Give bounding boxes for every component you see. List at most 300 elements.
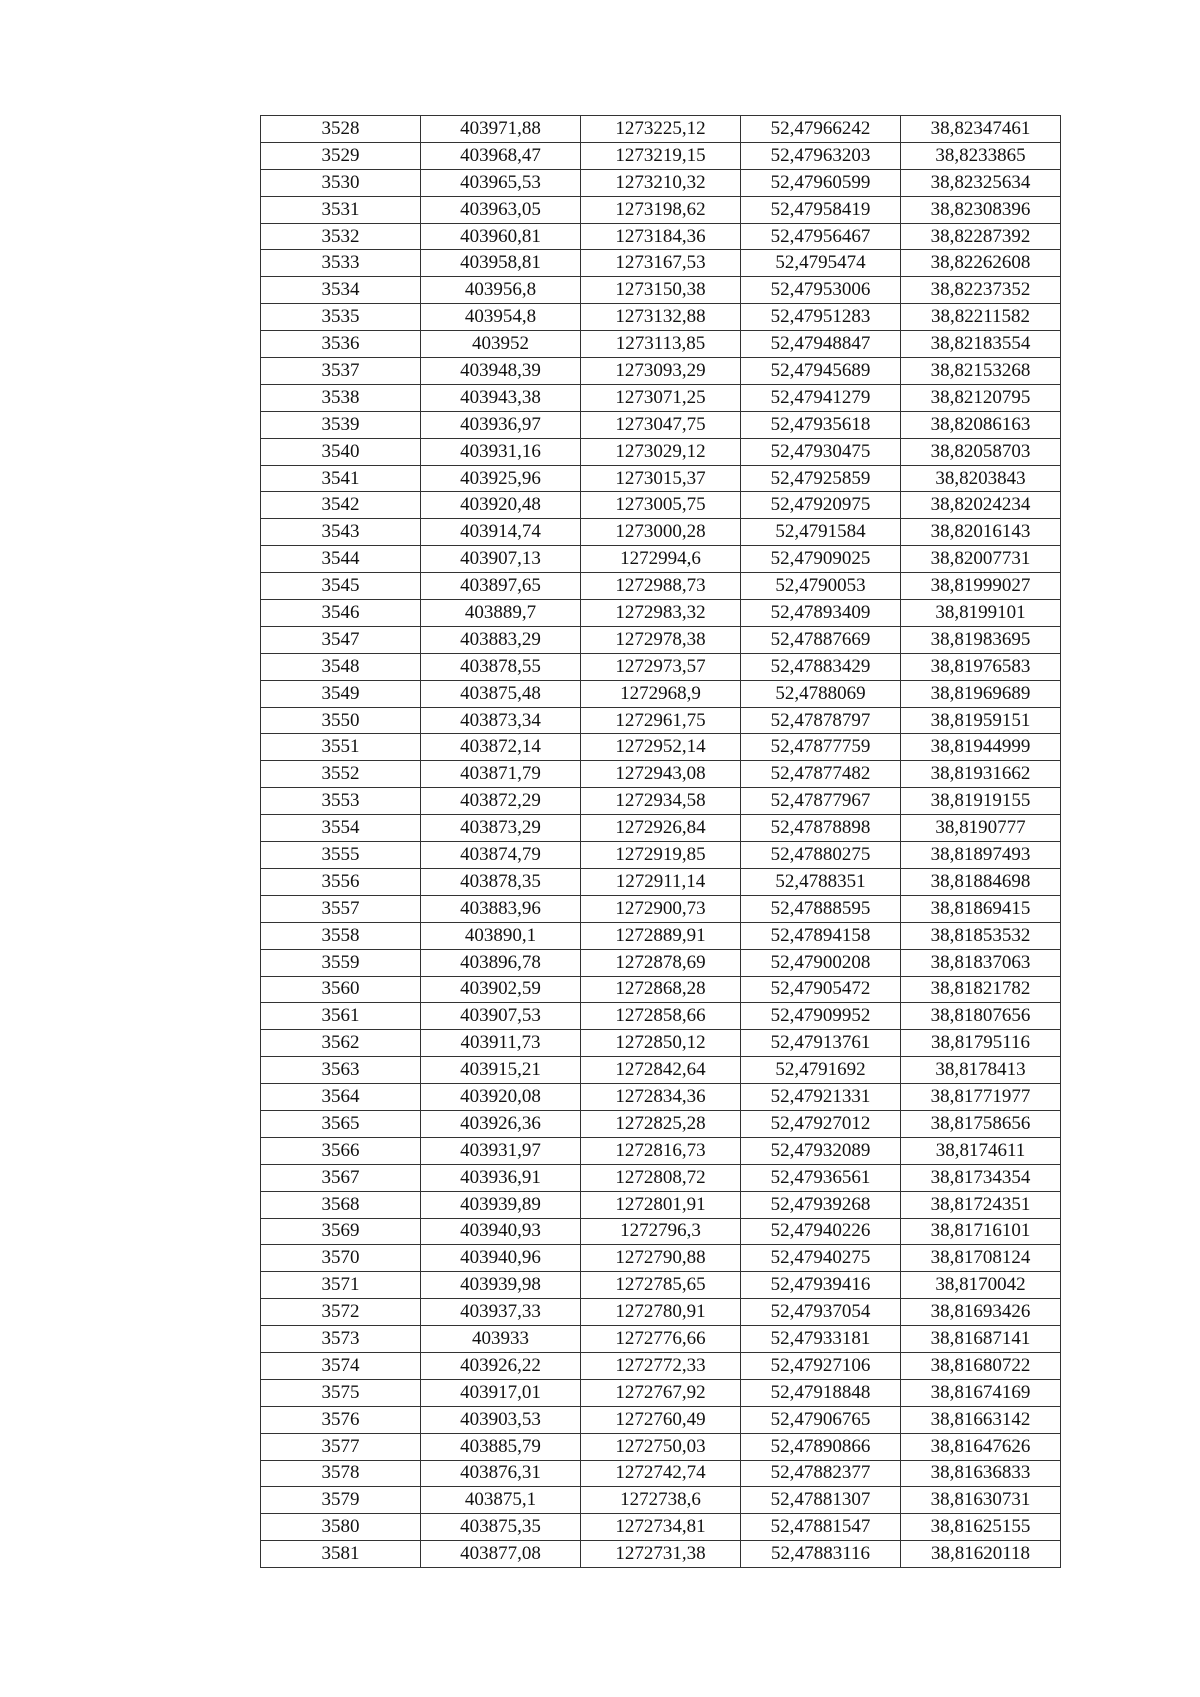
table-row (261, 223, 1061, 250)
point-number-cell: 3556 (261, 868, 421, 895)
x-coordinate-cell: 403925,96 (421, 465, 581, 492)
x-coordinate-cell: 403943,38 (421, 384, 581, 411)
coordinates-table-body (261, 116, 1061, 1568)
x-coordinate-cell: 403960,81 (421, 223, 581, 250)
y-coordinate-cell: 1272900,73 (581, 895, 741, 922)
latitude-cell: 52,47905472 (741, 976, 901, 1003)
y-coordinate-cell: 1272767,92 (581, 1379, 741, 1406)
x-coordinate-cell: 403926,22 (421, 1352, 581, 1379)
longitude-cell: 38,81625155 (901, 1514, 1061, 1541)
y-coordinate-cell: 1273225,12 (581, 116, 741, 143)
table-row (261, 626, 1061, 653)
y-coordinate-cell: 1272961,75 (581, 707, 741, 734)
x-coordinate-cell: 403958,81 (421, 250, 581, 277)
point-number-cell: 3573 (261, 1326, 421, 1353)
latitude-cell: 52,47877967 (741, 788, 901, 815)
y-coordinate-cell: 1272978,38 (581, 626, 741, 653)
table-row (261, 1514, 1061, 1541)
x-coordinate-cell: 403878,55 (421, 653, 581, 680)
y-coordinate-cell: 1272780,91 (581, 1299, 741, 1326)
coordinates-table (260, 115, 1061, 1568)
table-row (261, 1110, 1061, 1137)
point-number-cell: 3536 (261, 331, 421, 358)
table-row (261, 842, 1061, 869)
latitude-cell: 52,47880275 (741, 842, 901, 869)
point-number-cell: 3552 (261, 761, 421, 788)
y-coordinate-cell: 1272919,85 (581, 842, 741, 869)
point-number-cell: 3549 (261, 680, 421, 707)
longitude-cell: 38,81853532 (901, 922, 1061, 949)
table-row (261, 1299, 1061, 1326)
longitude-cell: 38,82086163 (901, 411, 1061, 438)
point-number-cell: 3555 (261, 842, 421, 869)
point-number-cell: 3567 (261, 1164, 421, 1191)
point-number-cell: 3563 (261, 1057, 421, 1084)
x-coordinate-cell: 403937,33 (421, 1299, 581, 1326)
longitude-cell: 38,81983695 (901, 626, 1061, 653)
x-coordinate-cell: 403968,47 (421, 142, 581, 169)
longitude-cell: 38,8203843 (901, 465, 1061, 492)
point-number-cell: 3531 (261, 196, 421, 223)
longitude-cell: 38,82325634 (901, 169, 1061, 196)
latitude-cell: 52,47881307 (741, 1487, 901, 1514)
y-coordinate-cell: 1272878,69 (581, 949, 741, 976)
x-coordinate-cell: 403920,08 (421, 1084, 581, 1111)
table-row (261, 653, 1061, 680)
y-coordinate-cell: 1272734,81 (581, 1514, 741, 1541)
longitude-cell: 38,81693426 (901, 1299, 1061, 1326)
table-row (261, 411, 1061, 438)
latitude-cell: 52,47883429 (741, 653, 901, 680)
latitude-cell: 52,4788069 (741, 680, 901, 707)
point-number-cell: 3571 (261, 1272, 421, 1299)
point-number-cell: 3547 (261, 626, 421, 653)
x-coordinate-cell: 403915,21 (421, 1057, 581, 1084)
latitude-cell: 52,4795474 (741, 250, 901, 277)
x-coordinate-cell: 403875,35 (421, 1514, 581, 1541)
x-coordinate-cell: 403885,79 (421, 1433, 581, 1460)
table-row (261, 492, 1061, 519)
x-coordinate-cell: 403907,53 (421, 1003, 581, 1030)
point-number-cell: 3581 (261, 1541, 421, 1568)
longitude-cell: 38,82237352 (901, 277, 1061, 304)
x-coordinate-cell: 403877,08 (421, 1541, 581, 1568)
y-coordinate-cell: 1272796,3 (581, 1218, 741, 1245)
y-coordinate-cell: 1273132,88 (581, 304, 741, 331)
table-row (261, 1379, 1061, 1406)
latitude-cell: 52,47900208 (741, 949, 901, 976)
latitude-cell: 52,4791584 (741, 519, 901, 546)
y-coordinate-cell: 1273184,36 (581, 223, 741, 250)
table-row (261, 116, 1061, 143)
longitude-cell: 38,81869415 (901, 895, 1061, 922)
y-coordinate-cell: 1272943,08 (581, 761, 741, 788)
point-number-cell: 3529 (261, 142, 421, 169)
latitude-cell: 52,47878898 (741, 815, 901, 842)
x-coordinate-cell: 403940,93 (421, 1218, 581, 1245)
longitude-cell: 38,82211582 (901, 304, 1061, 331)
y-coordinate-cell: 1272889,91 (581, 922, 741, 949)
y-coordinate-cell: 1272868,28 (581, 976, 741, 1003)
latitude-cell: 52,47877482 (741, 761, 901, 788)
y-coordinate-cell: 1272850,12 (581, 1030, 741, 1057)
point-number-cell: 3570 (261, 1245, 421, 1272)
longitude-cell: 38,81919155 (901, 788, 1061, 815)
latitude-cell: 52,47877759 (741, 734, 901, 761)
table-row (261, 1541, 1061, 1568)
latitude-cell: 52,47939268 (741, 1191, 901, 1218)
latitude-cell: 52,47893409 (741, 600, 901, 627)
point-number-cell: 3578 (261, 1460, 421, 1487)
table-row (261, 1326, 1061, 1353)
latitude-cell: 52,4790053 (741, 573, 901, 600)
latitude-cell: 52,47939416 (741, 1272, 901, 1299)
y-coordinate-cell: 1272742,74 (581, 1460, 741, 1487)
latitude-cell: 52,47925859 (741, 465, 901, 492)
y-coordinate-cell: 1273047,75 (581, 411, 741, 438)
longitude-cell: 38,81944999 (901, 734, 1061, 761)
longitude-cell: 38,81758656 (901, 1110, 1061, 1137)
longitude-cell: 38,81734354 (901, 1164, 1061, 1191)
longitude-cell: 38,81716101 (901, 1218, 1061, 1245)
table-row (261, 788, 1061, 815)
longitude-cell: 38,82183554 (901, 331, 1061, 358)
y-coordinate-cell: 1273029,12 (581, 438, 741, 465)
point-number-cell: 3546 (261, 600, 421, 627)
latitude-cell: 52,4791692 (741, 1057, 901, 1084)
table-row (261, 1164, 1061, 1191)
table-row (261, 734, 1061, 761)
table-row (261, 1137, 1061, 1164)
point-number-cell: 3566 (261, 1137, 421, 1164)
table-row (261, 142, 1061, 169)
latitude-cell: 52,47937054 (741, 1299, 901, 1326)
latitude-cell: 52,47906765 (741, 1406, 901, 1433)
point-number-cell: 3545 (261, 573, 421, 600)
x-coordinate-cell: 403896,78 (421, 949, 581, 976)
y-coordinate-cell: 1272801,91 (581, 1191, 741, 1218)
y-coordinate-cell: 1272858,66 (581, 1003, 741, 1030)
table-row (261, 1406, 1061, 1433)
x-coordinate-cell: 403875,1 (421, 1487, 581, 1514)
table-row (261, 949, 1061, 976)
y-coordinate-cell: 1272825,28 (581, 1110, 741, 1137)
y-coordinate-cell: 1272790,88 (581, 1245, 741, 1272)
point-number-cell: 3577 (261, 1433, 421, 1460)
x-coordinate-cell: 403936,91 (421, 1164, 581, 1191)
point-number-cell: 3558 (261, 922, 421, 949)
table-row (261, 1191, 1061, 1218)
table-row (261, 761, 1061, 788)
y-coordinate-cell: 1273093,29 (581, 358, 741, 385)
longitude-cell: 38,81687141 (901, 1326, 1061, 1353)
longitude-cell: 38,82120795 (901, 384, 1061, 411)
x-coordinate-cell: 403883,96 (421, 895, 581, 922)
latitude-cell: 52,47945689 (741, 358, 901, 385)
point-number-cell: 3533 (261, 250, 421, 277)
longitude-cell: 38,82016143 (901, 519, 1061, 546)
table-row (261, 1433, 1061, 1460)
latitude-cell: 52,47953006 (741, 277, 901, 304)
table-row (261, 1352, 1061, 1379)
table-row (261, 1003, 1061, 1030)
longitude-cell: 38,82308396 (901, 196, 1061, 223)
y-coordinate-cell: 1273150,38 (581, 277, 741, 304)
x-coordinate-cell: 403933 (421, 1326, 581, 1353)
y-coordinate-cell: 1272911,14 (581, 868, 741, 895)
longitude-cell: 38,82153268 (901, 358, 1061, 385)
latitude-cell: 52,47878797 (741, 707, 901, 734)
point-number-cell: 3559 (261, 949, 421, 976)
latitude-cell: 52,47930475 (741, 438, 901, 465)
point-number-cell: 3553 (261, 788, 421, 815)
table-row (261, 465, 1061, 492)
table-row (261, 1460, 1061, 1487)
x-coordinate-cell: 403917,01 (421, 1379, 581, 1406)
table-row (261, 1218, 1061, 1245)
table-row (261, 358, 1061, 385)
table-row (261, 169, 1061, 196)
x-coordinate-cell: 403874,79 (421, 842, 581, 869)
y-coordinate-cell: 1272808,72 (581, 1164, 741, 1191)
point-number-cell: 3530 (261, 169, 421, 196)
longitude-cell: 38,81674169 (901, 1379, 1061, 1406)
table-row (261, 331, 1061, 358)
x-coordinate-cell: 403902,59 (421, 976, 581, 1003)
point-number-cell: 3554 (261, 815, 421, 842)
longitude-cell: 38,82007731 (901, 546, 1061, 573)
point-number-cell: 3538 (261, 384, 421, 411)
longitude-cell: 38,82058703 (901, 438, 1061, 465)
y-coordinate-cell: 1272934,58 (581, 788, 741, 815)
x-coordinate-cell: 403911,73 (421, 1030, 581, 1057)
table-row (261, 250, 1061, 277)
latitude-cell: 52,47940226 (741, 1218, 901, 1245)
point-number-cell: 3550 (261, 707, 421, 734)
point-number-cell: 3539 (261, 411, 421, 438)
longitude-cell: 38,81636833 (901, 1460, 1061, 1487)
latitude-cell: 52,47927106 (741, 1352, 901, 1379)
x-coordinate-cell: 403876,31 (421, 1460, 581, 1487)
longitude-cell: 38,81807656 (901, 1003, 1061, 1030)
y-coordinate-cell: 1273005,75 (581, 492, 741, 519)
y-coordinate-cell: 1272834,36 (581, 1084, 741, 1111)
table-row (261, 895, 1061, 922)
table-row (261, 707, 1061, 734)
longitude-cell: 38,8190777 (901, 815, 1061, 842)
latitude-cell: 52,47918848 (741, 1379, 901, 1406)
x-coordinate-cell: 403954,8 (421, 304, 581, 331)
longitude-cell: 38,81821782 (901, 976, 1061, 1003)
latitude-cell: 52,47963203 (741, 142, 901, 169)
latitude-cell: 52,47888595 (741, 895, 901, 922)
x-coordinate-cell: 403936,97 (421, 411, 581, 438)
longitude-cell: 38,82262608 (901, 250, 1061, 277)
point-number-cell: 3560 (261, 976, 421, 1003)
point-number-cell: 3557 (261, 895, 421, 922)
table-row (261, 868, 1061, 895)
table-row (261, 1487, 1061, 1514)
x-coordinate-cell: 403931,97 (421, 1137, 581, 1164)
x-coordinate-cell: 403872,29 (421, 788, 581, 815)
longitude-cell: 38,81680722 (901, 1352, 1061, 1379)
y-coordinate-cell: 1272994,6 (581, 546, 741, 573)
y-coordinate-cell: 1272760,49 (581, 1406, 741, 1433)
longitude-cell: 38,81708124 (901, 1245, 1061, 1272)
point-number-cell: 3543 (261, 519, 421, 546)
y-coordinate-cell: 1272968,9 (581, 680, 741, 707)
latitude-cell: 52,47935618 (741, 411, 901, 438)
table-row (261, 976, 1061, 1003)
latitude-cell: 52,47913761 (741, 1030, 901, 1057)
longitude-cell: 38,81999027 (901, 573, 1061, 600)
x-coordinate-cell: 403871,79 (421, 761, 581, 788)
x-coordinate-cell: 403890,1 (421, 922, 581, 949)
point-number-cell: 3562 (261, 1030, 421, 1057)
point-number-cell: 3551 (261, 734, 421, 761)
y-coordinate-cell: 1272983,32 (581, 600, 741, 627)
point-number-cell: 3540 (261, 438, 421, 465)
point-number-cell: 3565 (261, 1110, 421, 1137)
longitude-cell: 38,81647626 (901, 1433, 1061, 1460)
latitude-cell: 52,47921331 (741, 1084, 901, 1111)
x-coordinate-cell: 403926,36 (421, 1110, 581, 1137)
y-coordinate-cell: 1272772,33 (581, 1352, 741, 1379)
point-number-cell: 3579 (261, 1487, 421, 1514)
latitude-cell: 52,47887669 (741, 626, 901, 653)
point-number-cell: 3580 (261, 1514, 421, 1541)
point-number-cell: 3541 (261, 465, 421, 492)
x-coordinate-cell: 403963,05 (421, 196, 581, 223)
y-coordinate-cell: 1272776,66 (581, 1326, 741, 1353)
latitude-cell: 52,47920975 (741, 492, 901, 519)
table-row (261, 519, 1061, 546)
table-row (261, 922, 1061, 949)
latitude-cell: 52,47958419 (741, 196, 901, 223)
point-number-cell: 3534 (261, 277, 421, 304)
x-coordinate-cell: 403920,48 (421, 492, 581, 519)
latitude-cell: 52,47909025 (741, 546, 901, 573)
y-coordinate-cell: 1272731,38 (581, 1541, 741, 1568)
latitude-cell: 52,47881547 (741, 1514, 901, 1541)
latitude-cell: 52,47936561 (741, 1164, 901, 1191)
longitude-cell: 38,81795116 (901, 1030, 1061, 1057)
y-coordinate-cell: 1273000,28 (581, 519, 741, 546)
x-coordinate-cell: 403952 (421, 331, 581, 358)
table-row (261, 680, 1061, 707)
x-coordinate-cell: 403897,65 (421, 573, 581, 600)
point-number-cell: 3568 (261, 1191, 421, 1218)
x-coordinate-cell: 403971,88 (421, 116, 581, 143)
longitude-cell: 38,82024234 (901, 492, 1061, 519)
y-coordinate-cell: 1272952,14 (581, 734, 741, 761)
x-coordinate-cell: 403940,96 (421, 1245, 581, 1272)
table-row (261, 573, 1061, 600)
latitude-cell: 52,47951283 (741, 304, 901, 331)
y-coordinate-cell: 1273198,62 (581, 196, 741, 223)
point-number-cell: 3574 (261, 1352, 421, 1379)
point-number-cell: 3528 (261, 116, 421, 143)
y-coordinate-cell: 1273210,32 (581, 169, 741, 196)
latitude-cell: 52,47890866 (741, 1433, 901, 1460)
table-row (261, 815, 1061, 842)
point-number-cell: 3572 (261, 1299, 421, 1326)
point-number-cell: 3564 (261, 1084, 421, 1111)
longitude-cell: 38,81620118 (901, 1541, 1061, 1568)
latitude-cell: 52,47883116 (741, 1541, 901, 1568)
longitude-cell: 38,8199101 (901, 600, 1061, 627)
x-coordinate-cell: 403889,7 (421, 600, 581, 627)
longitude-cell: 38,81897493 (901, 842, 1061, 869)
y-coordinate-cell: 1272926,84 (581, 815, 741, 842)
x-coordinate-cell: 403883,29 (421, 626, 581, 653)
longitude-cell: 38,82287392 (901, 223, 1061, 250)
table-row (261, 1084, 1061, 1111)
y-coordinate-cell: 1273219,15 (581, 142, 741, 169)
y-coordinate-cell: 1272988,73 (581, 573, 741, 600)
longitude-cell: 38,81771977 (901, 1084, 1061, 1111)
longitude-cell: 38,81884698 (901, 868, 1061, 895)
latitude-cell: 52,47909952 (741, 1003, 901, 1030)
x-coordinate-cell: 403903,53 (421, 1406, 581, 1433)
y-coordinate-cell: 1272750,03 (581, 1433, 741, 1460)
point-number-cell: 3561 (261, 1003, 421, 1030)
x-coordinate-cell: 403948,39 (421, 358, 581, 385)
longitude-cell: 38,81976583 (901, 653, 1061, 680)
table-row (261, 304, 1061, 331)
table-row (261, 196, 1061, 223)
point-number-cell: 3532 (261, 223, 421, 250)
y-coordinate-cell: 1272973,57 (581, 653, 741, 680)
latitude-cell: 52,47956467 (741, 223, 901, 250)
x-coordinate-cell: 403939,98 (421, 1272, 581, 1299)
x-coordinate-cell: 403873,29 (421, 815, 581, 842)
y-coordinate-cell: 1273167,53 (581, 250, 741, 277)
y-coordinate-cell: 1273113,85 (581, 331, 741, 358)
table-row (261, 277, 1061, 304)
latitude-cell: 52,47941279 (741, 384, 901, 411)
x-coordinate-cell: 403939,89 (421, 1191, 581, 1218)
x-coordinate-cell: 403931,16 (421, 438, 581, 465)
x-coordinate-cell: 403872,14 (421, 734, 581, 761)
table-row (261, 1245, 1061, 1272)
table-row (261, 1030, 1061, 1057)
point-number-cell: 3575 (261, 1379, 421, 1406)
latitude-cell: 52,47932089 (741, 1137, 901, 1164)
x-coordinate-cell: 403873,34 (421, 707, 581, 734)
y-coordinate-cell: 1272738,6 (581, 1487, 741, 1514)
table-row (261, 438, 1061, 465)
point-number-cell: 3544 (261, 546, 421, 573)
x-coordinate-cell: 403956,8 (421, 277, 581, 304)
point-number-cell: 3569 (261, 1218, 421, 1245)
longitude-cell: 38,81959151 (901, 707, 1061, 734)
x-coordinate-cell: 403878,35 (421, 868, 581, 895)
longitude-cell: 38,81931662 (901, 761, 1061, 788)
longitude-cell: 38,82347461 (901, 116, 1061, 143)
y-coordinate-cell: 1272785,65 (581, 1272, 741, 1299)
table-row (261, 384, 1061, 411)
y-coordinate-cell: 1273071,25 (581, 384, 741, 411)
x-coordinate-cell: 403907,13 (421, 546, 581, 573)
table-row (261, 1057, 1061, 1084)
y-coordinate-cell: 1272816,73 (581, 1137, 741, 1164)
longitude-cell: 38,81969689 (901, 680, 1061, 707)
y-coordinate-cell: 1273015,37 (581, 465, 741, 492)
point-number-cell: 3576 (261, 1406, 421, 1433)
x-coordinate-cell: 403965,53 (421, 169, 581, 196)
longitude-cell: 38,81837063 (901, 949, 1061, 976)
